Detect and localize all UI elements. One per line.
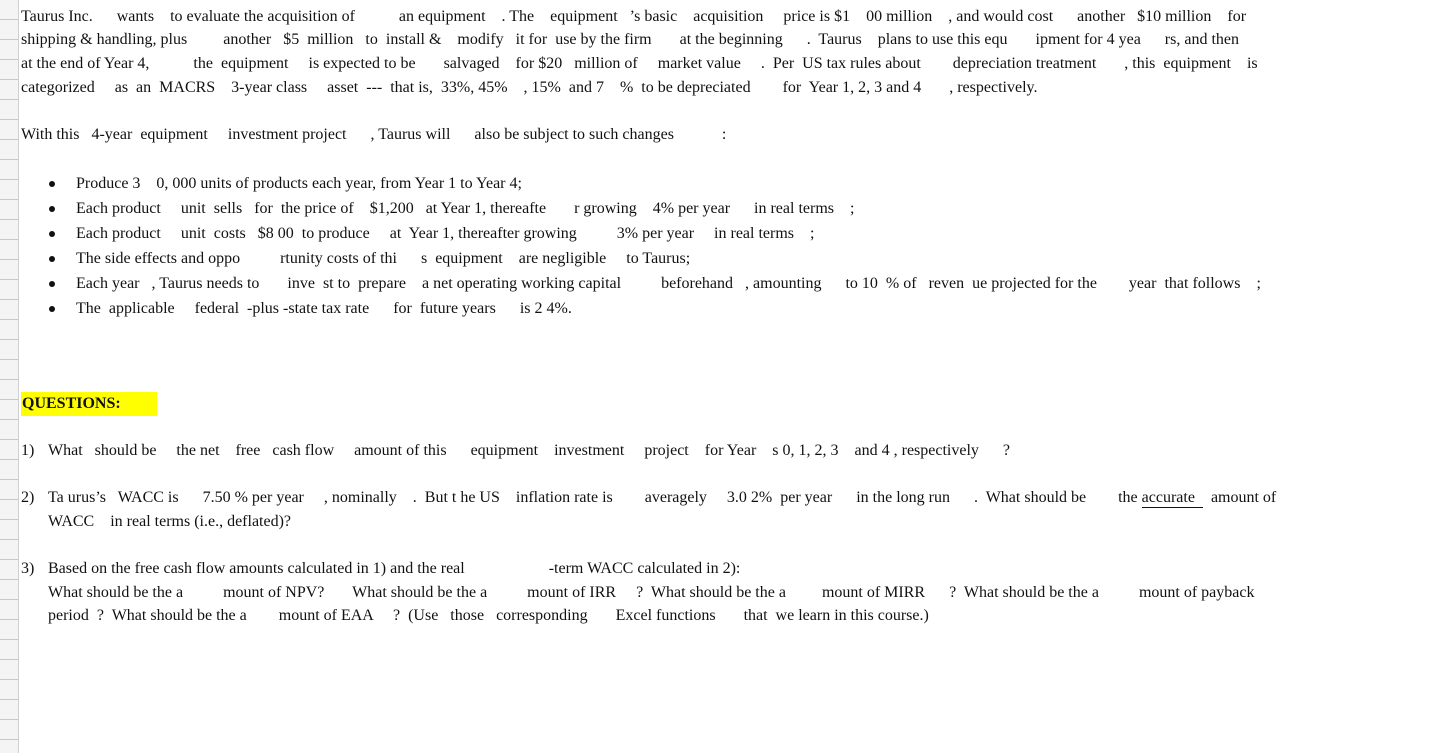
- bullet-icon: [49, 256, 55, 262]
- left-ruler: [0, 0, 19, 753]
- bullet-icon: [49, 181, 55, 187]
- bullet-text: Each year , Taurus needs to inve st to prepare a net operating working capital beforehand , amounting to 10 % of reven ue projected for the year that follows ;: [76, 275, 1261, 292]
- question-text-line-3: period ? What should be the a mount of EAA ? (Use those corresponding Excel functions that we learn in this course.): [48, 607, 929, 624]
- question-text-line-2: WACC in real terms (i.e., deflated)?: [48, 513, 292, 530]
- bullet-text: Produce 3 0, 000 units of products each year, from Year 1 to Year 4;: [76, 175, 522, 192]
- bullet-text: The applicable federal -plus -state tax rate for future years is 2 4%.: [76, 300, 572, 317]
- changes-intro: With this 4-year equipment investment project , Taurus will also be subject to such changes :: [21, 126, 727, 143]
- bullet-icon: [49, 206, 55, 212]
- question-text-segment: Ta urus’s WACC is 7.50 % per year , nominally . But t he US inflation rate is averagely 3.0 2% per year in the long run . What should be the: [48, 489, 1142, 506]
- bullet-text: Each product unit costs $8 00 to produce at Year 1, thereafter growing 3% per year in real terms ;: [76, 225, 815, 242]
- bullet-text: Each product unit sells for the price of $1,200 at Year 1, thereafte r growing 4% per year in real terms ;: [76, 200, 855, 217]
- question-text-line-1: Based on the free cash flow amounts calculated in 1) and the real -term WACC calculated in 2):: [48, 560, 741, 577]
- question-number: 2): [21, 489, 35, 506]
- question-text-segment: amount of: [1202, 489, 1277, 506]
- bullet-icon: [49, 306, 55, 312]
- intro-line-2: shipping & handling, plus another $5 million to install & modify it for use by the firm at the beginning . Taurus plans to use this equ ipment for 4 yea rs, and then: [21, 31, 1239, 48]
- question-text-line-1: [48, 488, 1276, 508]
- questions-heading: QUESTIONS:: [21, 392, 157, 416]
- question-number: 1): [21, 442, 35, 459]
- underlined-word: accurate: [1141, 489, 1203, 506]
- question-text: What should be the net free cash flow amount of this equipment investment project for Year s 0, 1, 2, 3 and 4 , respectively ?: [48, 442, 1011, 459]
- intro-line-4: categorized as an MACRS 3-year class asset --- that is, 33%, 45% , 15% and 7 % to be depreciated for Year 1, 2, 3 and 4 , respectively.: [21, 79, 1038, 96]
- intro-line-1: Taurus Inc. wants to evaluate the acquisition of an equipment . The equipment ’s basic acquisition price is $1 00 million , and would cost another $10 million for: [21, 8, 1247, 25]
- intro-line-3: at the end of Year 4, the equipment is expected to be salvaged for $20 million of market value . Per US tax rules about depreciation treatment , this equipment is: [21, 55, 1258, 72]
- bullet-icon: [49, 231, 55, 237]
- question-number: 3): [21, 560, 35, 577]
- list-item: [49, 299, 572, 379]
- question-text-line-2: What should be the a mount of NPV? What should be the a mount of IRR ? What should be the a mount of MIRR ? What should be the a mount of payback: [48, 584, 1255, 601]
- bullet-text: The side effects and oppo rtunity costs of thi s equipment are negligible to Taurus;: [76, 250, 691, 267]
- bullet-icon: [49, 281, 55, 287]
